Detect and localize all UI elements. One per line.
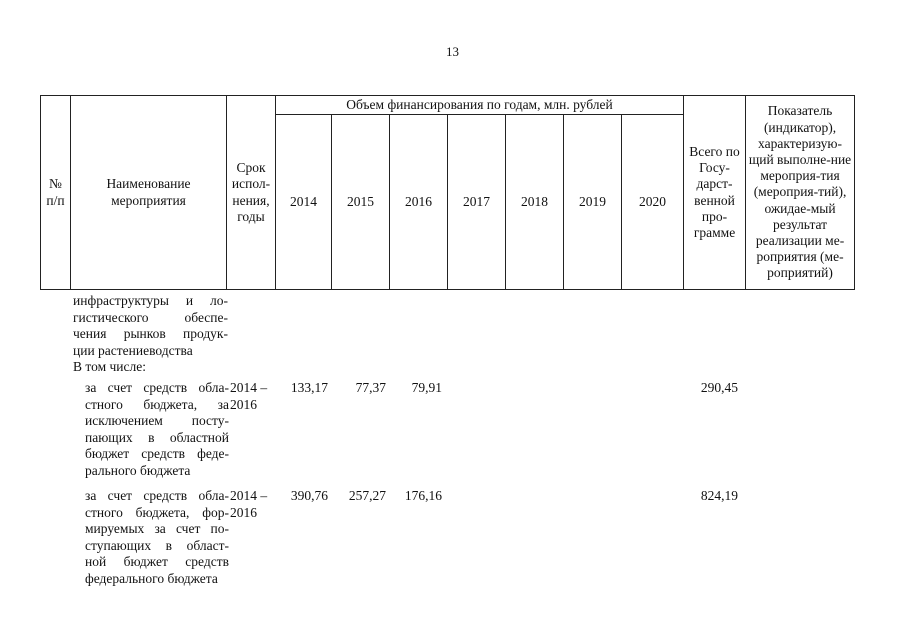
row-1-total: 290,45 [700,380,738,395]
row-1-value-2014: 133,17 [290,380,328,395]
header-year: 2014 [276,115,332,290]
row-2-value-2016: 176,16 [404,488,442,503]
row-1-term: 2014 – 2016 [230,380,268,412]
header-indicator: Показатель (индикатор), характеризую-щий выполне-ние мероприя-тия (мероприя-тий), ожидае-мый результат реализации ме-роприятия (ме-роприятий) [746,96,855,290]
header-year: 2018 [506,115,564,290]
row-2-name: за счет средств обла- стного бюджета, фор- мируемых за счет по- ступающих в област- ной бюджет средств федерального бюджета [85,488,229,586]
measure-name-continuation: инфраструктуры и ло- гистического обеспе- чения рынков продук- ции растениеводства В том числе: [73,293,228,374]
header-year: 2015 [332,115,390,290]
page-number: 13 [446,44,459,59]
row-1-value-2015: 77,37 [355,380,386,395]
table-header [40,95,855,290]
row-2-value-2014: 390,76 [290,488,328,503]
including-label: В том числе: [73,359,146,374]
header-total: Всего по Госу-дарст-венной про-грамме [684,96,746,290]
header-year: 2019 [564,115,622,290]
header-num: № п/п [41,96,71,290]
row-2-value-2015: 257,27 [348,488,386,503]
row-2-term: 2014 – 2016 [230,488,268,520]
header-year: 2017 [448,115,506,290]
row-1-name: за счет средств обла- стного бюджета, за исключением посту- пающих в областной бюджет средств феде- рального бюджета [85,380,229,478]
row-2-total: 824,19 [700,488,738,503]
row-1-value-2016: 79,91 [411,380,442,395]
header-year: 2016 [390,115,448,290]
header-year: 2020 [622,115,684,290]
header-name: Наименование мероприятия [71,96,227,290]
header-financing: Объем финансирования по годам, млн. рублей [276,96,684,115]
header-term: Срок испол-нения, годы [227,96,276,290]
